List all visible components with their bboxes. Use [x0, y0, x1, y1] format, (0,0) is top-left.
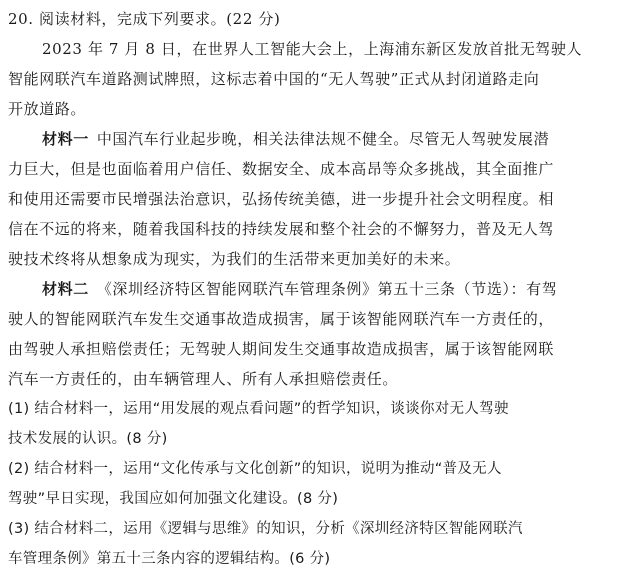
subquestion-2-line: 驾驶”早日实现，我国应如何加强文化建设。(8 分)	[8, 491, 339, 507]
intro-line: 开放道路。	[8, 100, 87, 118]
subquestion-2-line: (2) 结合材料一，运用“文化传承与文化创新”的知识，说明为推动“普及无人	[8, 461, 502, 477]
subquestion-3-line: (3) 结合材料二，运用《逻辑与思维》的知识，分析《深圳经济特区智能网联汽	[8, 521, 523, 537]
subquestion-1-line: 技术发展的认识。(8 分)	[8, 431, 168, 447]
material1-text: 中国汽车行业起步晚，相关法律法规不健全。尽管无人驾驶发展潜	[96, 130, 550, 148]
material2-label: 材料二	[42, 280, 89, 298]
material1-line: 信在不远的将来，随着我国科技的持续发展和整个社会的不懈努力，普及无人驾	[8, 220, 555, 238]
intro-line: 智能网联汽车道路测试牌照，这标志着中国的“无人驾驶”正式从封闭道路走向	[8, 70, 540, 88]
intro-line: 2023 年 7 月 8 日，在世界人工智能大会上，上海浦东新区发放首批无驾驶人	[42, 40, 583, 58]
material1-line: 力巨大，但是也面临着用户信任、数据安全、成本高昂等众多挑战，其全面推广	[8, 160, 555, 178]
material2-text: 《深圳经济特区智能网联汽车管理条例》第五十三条（节选）：有驾	[96, 280, 558, 298]
material2-first-line	[8, 274, 634, 304]
subquestion-3-line: 车管理条例》第五十三条内容的逻辑结构。(6 分)	[8, 551, 331, 567]
material2-line: 驶人的智能网联汽车发生交通事故造成损害，属于该智能网联汽车一方责任的，	[8, 310, 555, 328]
material1-line: 和使用还需要市民增强法治意识，弘扬传统美德，进一步提升社会文明程度。相	[8, 190, 555, 208]
subquestion-1-line: (1) 结合材料一，运用“用发展的观点看问题”的哲学知识，谈谈你对无人驾驶	[8, 401, 509, 417]
question-heading-text: 阅读材料，完成下列要求。(22 分)	[39, 10, 281, 28]
question-heading	[8, 4, 634, 34]
question-number: 20.	[8, 10, 34, 28]
material1-line: 驶技术终将从想象成为现实，为我们的生活带来更加美好的未来。	[8, 250, 461, 268]
material1-first-line	[8, 124, 634, 154]
material1-label: 材料一	[42, 130, 89, 148]
material2-line: 由驾驶人承担赔偿责任；无驾驶人期间发生交通事故造成损害，属于该智能网联	[8, 340, 555, 358]
material2-line: 汽车一方责任的，由车辆管理人、所有人承担赔偿责任。	[8, 370, 399, 388]
